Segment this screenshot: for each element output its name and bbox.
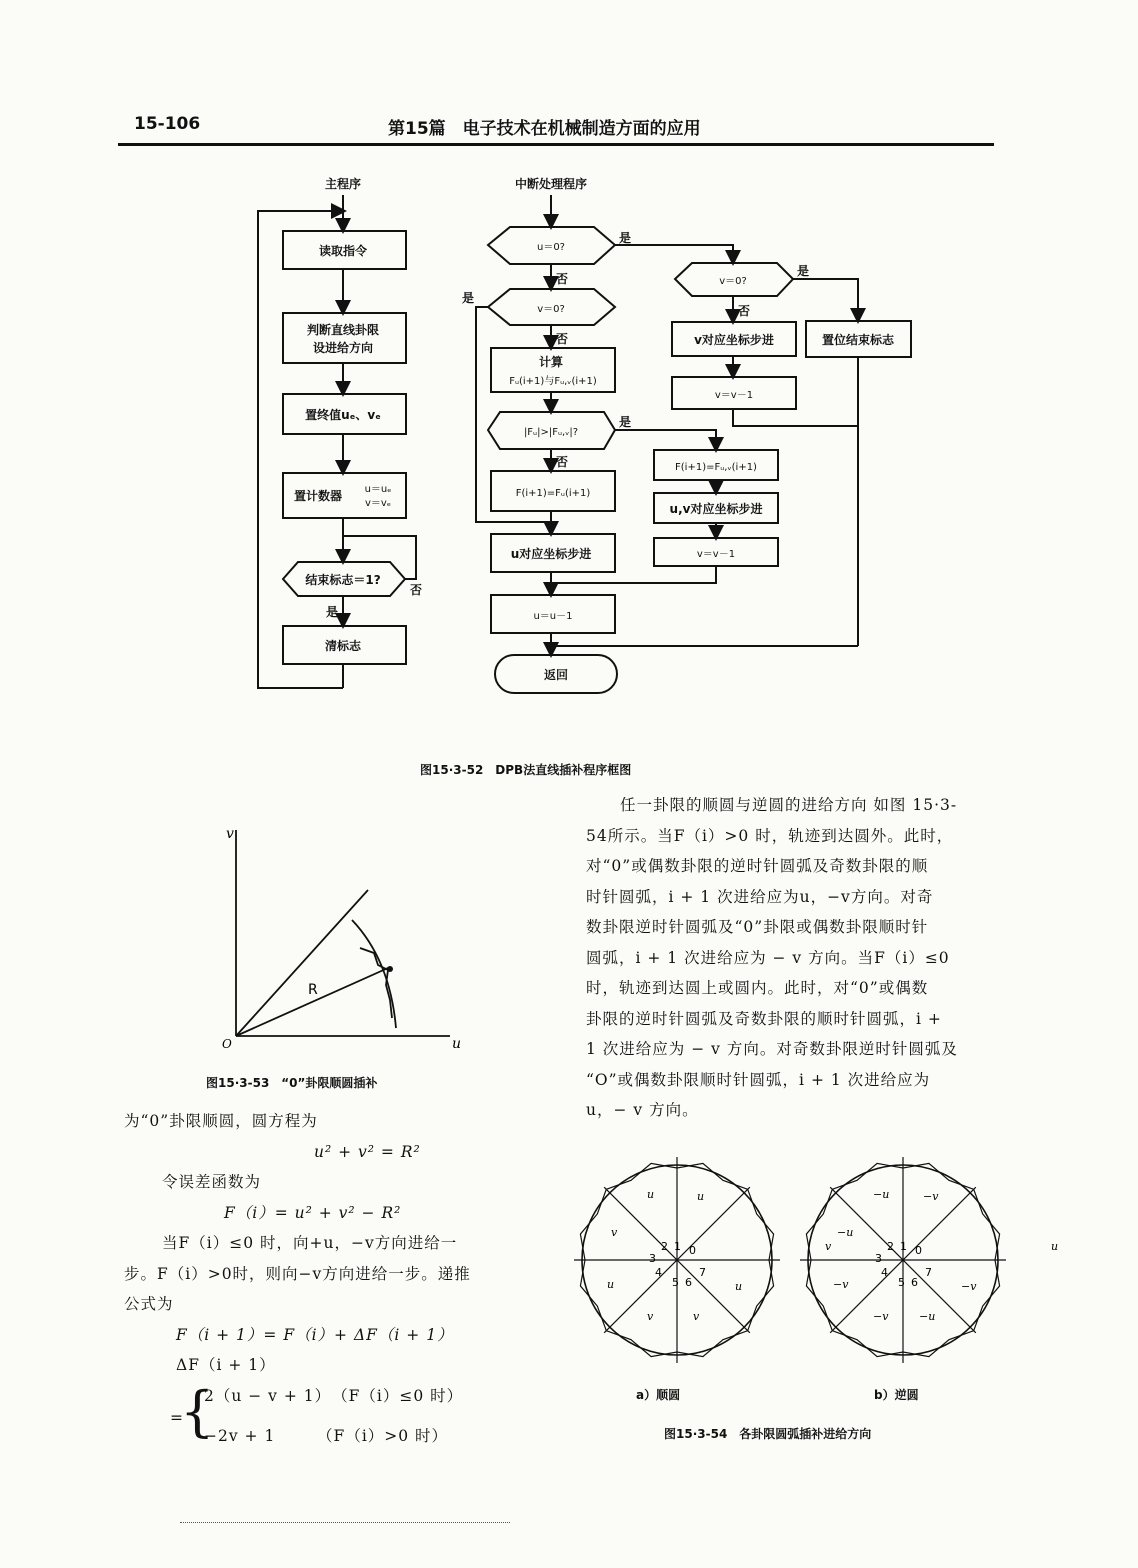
svg-text:否: 否 [410, 583, 423, 597]
feed-direction-label: u [735, 1280, 743, 1293]
octant-label: 0 [689, 1244, 696, 1257]
octant-label: 7 [925, 1266, 932, 1279]
circle-counterclockwise [800, 1157, 1058, 1363]
feed-direction-label: −u [837, 1226, 854, 1239]
fig54-diagram [570, 1150, 1059, 1410]
octant-label: 4 [881, 1266, 888, 1279]
feed-direction-label: −v [833, 1278, 849, 1291]
feed-direction-label: u [647, 1188, 655, 1201]
svg-text:否: 否 [556, 332, 569, 346]
svg-text:返回: 返回 [543, 668, 569, 682]
main-title: 主程序 [324, 177, 362, 191]
octant-label: 3 [875, 1252, 882, 1265]
svg-text:F(i+1)=Fᵤ(i+1): F(i+1)=Fᵤ(i+1) [515, 488, 591, 499]
feed-direction-label: u [607, 1278, 615, 1291]
svg-text:u,v对应坐标步进: u,v对应坐标步进 [669, 502, 763, 516]
axis-v: v [226, 826, 234, 842]
feed-direction-label: v [693, 1310, 700, 1323]
svg-text:v＝vₑ: v＝vₑ [364, 498, 392, 509]
flowchart [0, 0, 1138, 740]
svg-text:u＝uₑ: u＝uₑ [364, 484, 392, 495]
left-text: 为“0”卦限顺圆，圆方程为 u² + v² = R² 令误差函数为 F（i）= u² + v² − R² 当F（i）≤0 时，向+u，−v方向进给一 步。F（i）>0时，则向−v方向进给一步。递推 公式为 F（i + 1）= F（i）+ ΔF（i + 1） ΔF（i + 1） = { 2（u − v + 1） （F（i）≤0 时） −2v + 1 （F（i）>0 时） [124, 1112, 471, 1445]
feed-direction-label: u [697, 1190, 705, 1203]
origin-label: O [222, 1037, 232, 1051]
svg-text:是: 是 [461, 291, 474, 305]
svg-text:设进给方向: 设进给方向 [312, 341, 374, 355]
svg-text:是: 是 [326, 605, 339, 619]
octant-label: 4 [655, 1266, 662, 1279]
svg-text:v＝v－1: v＝v－1 [696, 549, 736, 560]
feed-direction-label: −v [961, 1280, 977, 1293]
octant-label: 6 [685, 1276, 692, 1289]
svg-text:u＝0?: u＝0? [536, 242, 566, 253]
octant-label: 5 [672, 1276, 679, 1289]
octant-label: 3 [649, 1252, 656, 1265]
feed-direction-label: v [611, 1226, 618, 1239]
svg-text:结束标志＝1?: 结束标志＝1? [305, 573, 381, 587]
svg-text:计算: 计算 [538, 355, 564, 369]
feed-direction-label: −v [923, 1190, 939, 1203]
svg-text:v＝0?: v＝0? [537, 304, 565, 315]
svg-text:|Fᵤ|>|Fᵤ,ᵥ|?: |Fᵤ|>|Fᵤ,ᵥ|? [523, 427, 579, 438]
svg-text:v＝0?: v＝0? [719, 276, 747, 287]
feed-direction-label: −u [873, 1188, 890, 1201]
radius-label: R [308, 982, 318, 998]
svg-text:v＝v－1: v＝v－1 [714, 390, 754, 401]
svg-text:读取指令: 读取指令 [318, 244, 368, 258]
svg-text:置位结束标志: 置位结束标志 [821, 333, 895, 347]
octant-label: 5 [898, 1276, 905, 1289]
svg-text:清标志: 清标志 [324, 639, 362, 653]
octant-label: 1 [674, 1240, 681, 1253]
fig53-diagram [200, 820, 480, 1060]
fig54b-label: b）逆圆 [874, 1388, 919, 1402]
svg-text:F(i+1)=Fᵤ,ᵥ(i+1): F(i+1)=Fᵤ,ᵥ(i+1) [675, 462, 757, 473]
svg-text:Fᵤ(i+1)与Fᵤ,ᵥ(i+1): Fᵤ(i+1)与Fᵤ,ᵥ(i+1) [509, 376, 597, 387]
svg-text:否: 否 [556, 455, 569, 469]
fig54-caption: 图15·3-54 各卦限圆弧插补进给方向 [664, 1427, 872, 1441]
octant-label: 2 [661, 1240, 668, 1253]
footer-marks [180, 1522, 510, 1523]
feed-direction-label: −v [873, 1310, 889, 1323]
feed-direction-label: v [647, 1310, 654, 1323]
octant-label: 2 [887, 1240, 894, 1253]
feed-direction-label: −u [919, 1310, 936, 1323]
page-number: 15-106 [134, 114, 201, 134]
svg-text:u对应坐标步进: u对应坐标步进 [510, 547, 592, 561]
svg-text:判断直线卦限: 判断直线卦限 [306, 323, 380, 337]
isr-title: 中断处理程序 [514, 177, 588, 191]
feed-direction-label: u [1051, 1240, 1059, 1253]
feed-direction-label: v [825, 1240, 832, 1253]
svg-text:否: 否 [738, 304, 751, 318]
svg-text:是: 是 [797, 264, 810, 278]
svg-text:v对应坐标步进: v对应坐标步进 [694, 333, 774, 347]
fig52-caption: 图15·3-52 DPB法直线插补程序框图 [420, 763, 632, 777]
octant-label: 6 [911, 1276, 918, 1289]
axis-u: u [452, 1036, 462, 1052]
octant-label: 7 [699, 1266, 706, 1279]
octant-label: 0 [915, 1244, 922, 1257]
fig53-caption: 图15·3-53 “0”卦限顺圆插补 [206, 1076, 378, 1090]
svg-text:是: 是 [619, 415, 632, 429]
box-judge [283, 313, 406, 363]
running-title: 第15篇 电子技术在机械制造方面的应用 [388, 119, 701, 139]
octant-label: 1 [900, 1240, 907, 1253]
svg-text:置计数器: 置计数器 [293, 489, 343, 503]
svg-text:是: 是 [619, 231, 632, 245]
svg-text:置终值uₑ、vₑ: 置终值uₑ、vₑ [305, 408, 381, 422]
svg-text:否: 否 [556, 272, 569, 286]
fig54a-label: a）顺圆 [636, 1388, 681, 1402]
circle-clockwise [574, 1157, 832, 1363]
right-text: 任一卦限的顺圆与逆圆的进给方向 如图 15·3- 54所示。当F（i）>0 时，轨迹到达圆外。此时， 对“0”或偶数卦限的逆时针圆弧及奇数卦限的顺 时针圆弧，i + 1 次进给应为u，−v方向。对奇 数卦限逆时针圆弧及“0”卦限或偶数卦限顺时针 圆弧，i + 1 次进给应为 − v 方向。当F（i）≤0 时，轨迹到达圆上或圆内。此时，对“0”或偶数 卦限的逆时针圆弧及奇数卦限的顺时针圆弧，i + 1 次进给应为 − v 方向。对奇数卦限逆时针圆弧及 “O”或偶数卦限顺时针圆弧，i + 1 次进给应为 u，− v 方向。 [586, 796, 958, 1119]
svg-text:u＝u－1: u＝u－1 [533, 611, 573, 622]
